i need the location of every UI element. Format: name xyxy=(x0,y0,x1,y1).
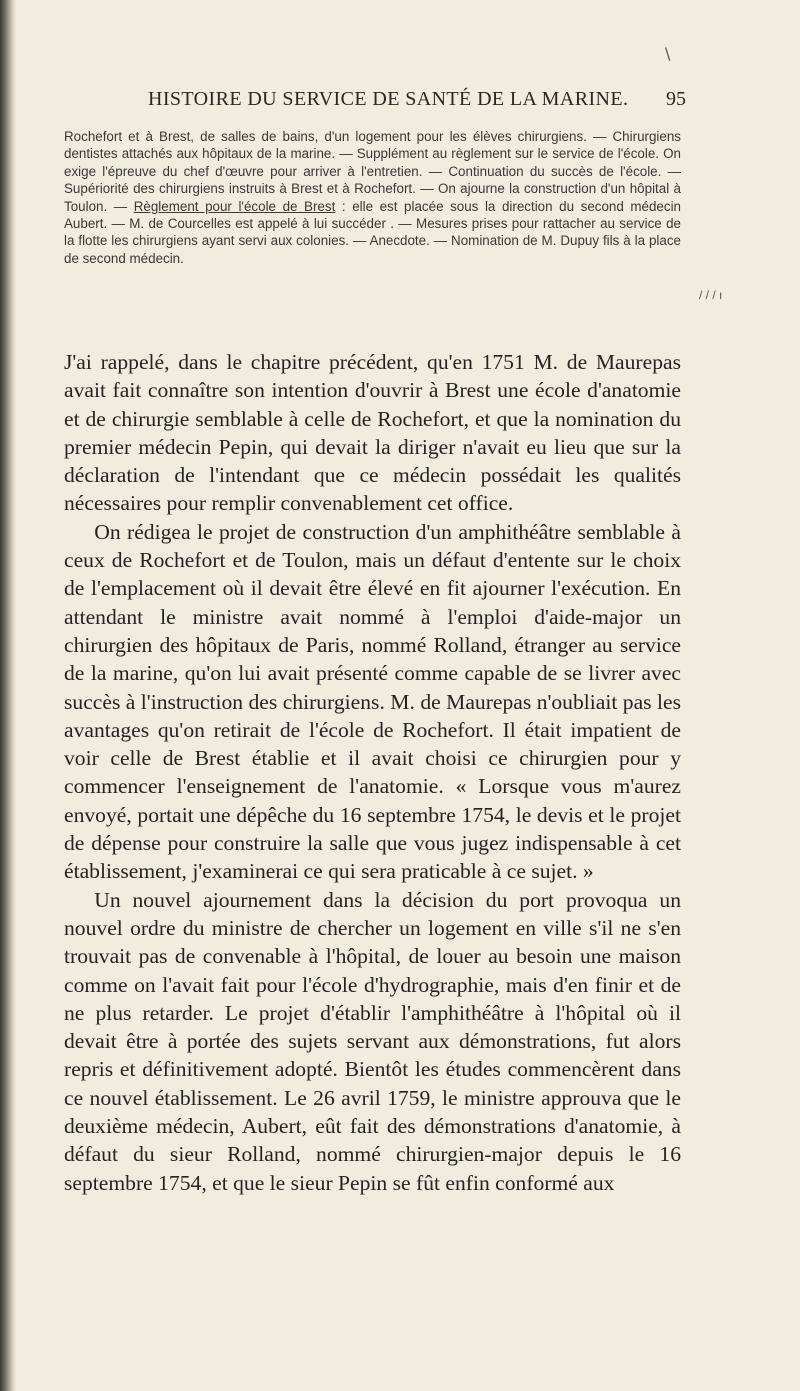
page-number: 95 xyxy=(666,88,686,110)
paragraph-3: Un nouvel ajournement dans la décision du port provoqua un nouvel ordre du ministre de chercher un logement en ville s'il ne s'en trouvait pas de convenable à l'hôpital, de louer au besoin une maison comme on l'avait fait pour l'école d'hydrographie, mais d'en finir et de ne plus retarder. Le projet d'établir l'amphithéâtre à l'hôpital où il devait être à portée des sujets servant aux démonstrations, fut alors repris et définitivement adopté. Bientôt les études commencèrent dans ce nouvel établissement. Le 26 avril 1759, le ministre approuva que le deuxième médecin, Aubert, eût fait des démonstrations d'anatomie, à défaut du sieur Rolland, nommé chirurgien-major depuis le 16 septembre 1754, et que le sieur Pepin se fût enfin conformé aux xyxy=(64,887,681,1195)
paragraph-1: J'ai rappelé, dans le chapitre précédent, qu'en 1751 M. de Maurepas avait fait connaître son intention d'ouvrir à Brest une école d'anatomie et de chirurgie semblable à celle de Rochefort, et que la nomination du premier médecin Pepin, qui devait la diriger n'avait eu lieu que sur la déclaration de l'intendant que ce médecin possédait les qualités nécessaires pour remplir convenablement cet office. xyxy=(64,350,681,516)
summary-part-2: : elle est placée sous la direction du second médecin Aubert. — M. de Courcelles est appelé à lui succéder . — Mesures prises pour rattacher au service de la flotte les chirurgiens ayant servi aux colonies. — Anecdote. — Nomination de M. Dupuy fils à la place de second médecin. xyxy=(64,198,681,266)
chapter-summary xyxy=(64,128,681,267)
body-text xyxy=(64,348,681,1197)
edge-pencil-mark: \ xyxy=(665,44,671,63)
margin-annotation: / / / ı xyxy=(699,288,723,302)
page-header xyxy=(60,84,686,114)
summary-part-1: Rochefort et à Brest, de salles de bains, d'un logement pour les élèves chirurgiens. — Chirurgiens dentistes attachés aux hôpitaux de la marine. — Supplément au règlement sur le service de l'école. On exige l'épreuve du chef d'œuvre pour arriver à l'entretien. — Continuation du succès de l'école. — Supériorité des chirurgiens instruits à Brest et à Rochefort. — On ajourne la construction d'un hôpital à Toulon. — xyxy=(64,129,681,214)
summary-underlined-phrase: Règlement pour l'école de Brest xyxy=(133,198,336,214)
book-spine-shadow xyxy=(0,0,16,1391)
paragraph-2: On rédigea le projet de construction d'un amphithéâtre semblable à ceux de Rochefort et de Toulon, mais un défaut d'entente sur le choix de l'emplacement où il devait être élevé en fit ajourner l'exécution. En attendant le ministre avait nommé à l'emploi d'aide-major un chirurgien des hôpitaux de Paris, nommé Rolland, étranger au service de la marine, qu'on lui avait présenté comme capable de se livrer avec succès à l'instruction des chirurgiens. M. de Maurepas n'oubliait pas les avantages qu'on retirait de l'école de Rochefort. Il était impatient de voir celle de Brest établie et il avait choisi ce chirurgien pour y commencer l'enseignement de l'anatomie. « Lorsque vous m'aurez envoyé, portait une dépêche du 16 septembre 1754, le devis et le projet de dépense pour construire la salle que vous jugez indispensable à cet établissement, j'examinerai ce qui sera praticable à ce sujet. » xyxy=(64,519,681,884)
running-title: HISTOIRE DU SERVICE DE SANTÉ DE LA MARINE. xyxy=(148,88,629,110)
